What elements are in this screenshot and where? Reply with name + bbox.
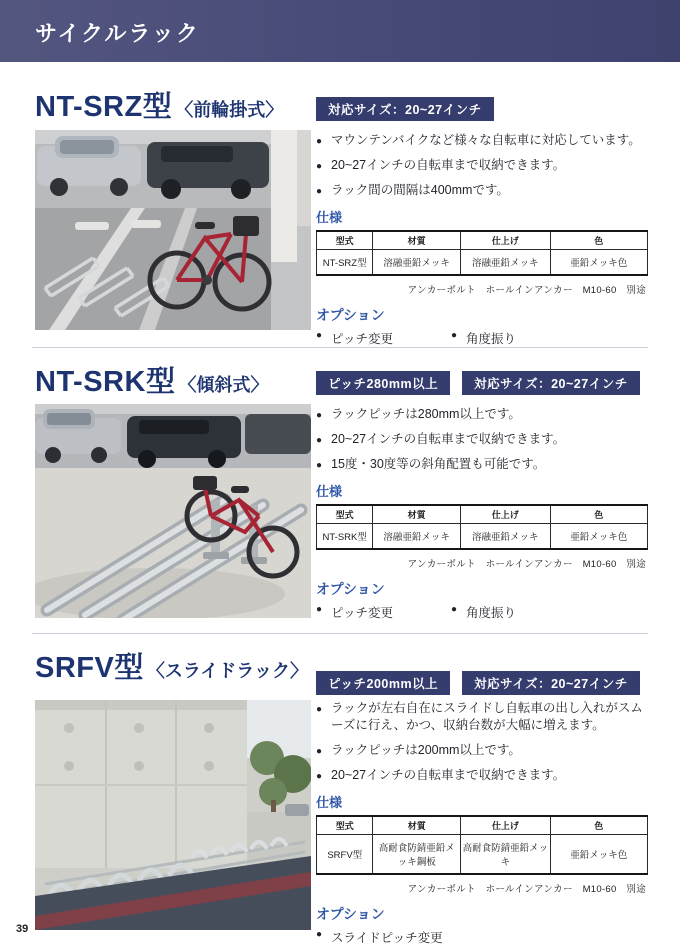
spec-header-color: 色 xyxy=(550,816,647,835)
spec-color-value: 亜鉛メッキ色 xyxy=(550,524,647,550)
building-pillar-shape xyxy=(271,130,297,262)
table-row xyxy=(317,250,648,276)
feature-item: ● 20~27インチの自転車まで収納できます。 xyxy=(316,431,648,448)
concrete-wall-shape xyxy=(35,700,247,868)
section1-product-photo xyxy=(35,130,311,330)
option-item: ● 角度振り xyxy=(451,329,516,347)
options-heading: オプション xyxy=(316,307,385,323)
section3-model-name: SRFV型 xyxy=(35,652,144,684)
section2-model-name: NT-SRK型 xyxy=(35,366,176,398)
option-item: ● 角度振り xyxy=(451,603,516,621)
section1-details xyxy=(316,132,648,347)
pitch-badge: ピッチ200mm以上 xyxy=(316,671,450,695)
spec-material-value: 溶融亜鉛メッキ xyxy=(373,250,461,276)
spec-header-model: 型式 xyxy=(317,505,373,524)
section2-options xyxy=(316,603,648,621)
section2-title xyxy=(35,359,268,400)
spec-model-value: NT-SRZ型 xyxy=(317,250,373,276)
options-heading: オプション xyxy=(316,906,385,922)
option-item: ● ピッチ変更 xyxy=(316,329,393,347)
section1-model-name: NT-SRZ型 xyxy=(35,91,173,123)
spec-color-value: 亜鉛メッキ色 xyxy=(550,250,647,276)
feature-item: ● ラックが左右自在にスライドし自転車の出し入れがスムーズに行え、かつ、収納台数が大幅に増えます。 xyxy=(316,700,648,734)
section-divider xyxy=(32,347,648,348)
section1-options xyxy=(316,329,648,347)
spec-header-finish: 仕上げ xyxy=(460,505,550,524)
section1-type-label: 〈前輪掛式〉 xyxy=(175,100,284,120)
section-divider xyxy=(32,633,648,634)
anchor-bolt-note: アンカーボルト ホールインアンカー M10-60 別途 xyxy=(407,285,646,296)
page-title: サイクルラック xyxy=(35,21,200,46)
section2-details xyxy=(316,406,648,621)
spec-header-finish: 仕上げ xyxy=(460,231,550,250)
page-header-bar xyxy=(0,0,680,62)
spec-header-material: 材質 xyxy=(373,816,461,835)
spec-heading: 仕様 xyxy=(316,484,343,499)
spec-heading: 仕様 xyxy=(316,210,343,225)
spec-header-model: 型式 xyxy=(317,231,373,250)
anchor-bolt-note: アンカーボルト ホールインアンカー M10-60 別途 xyxy=(407,884,646,895)
section3-title xyxy=(35,645,308,686)
option-item: ● ピッチ変更 xyxy=(316,603,393,621)
table-row xyxy=(317,524,648,550)
section2-product-photo xyxy=(35,404,311,618)
far-car-shape xyxy=(245,414,311,454)
table-row xyxy=(317,835,648,875)
feature-item: ● ラックピッチは200mm以上です。 xyxy=(316,742,648,759)
size-badge: 対応サイズ：20~27インチ xyxy=(462,371,640,395)
option-item: ● スライドピッチ変更 xyxy=(316,928,443,946)
spec-heading: 仕様 xyxy=(316,795,343,810)
section3-details xyxy=(316,700,648,946)
spec-header-color: 色 xyxy=(550,505,647,524)
spec-header-material: 材質 xyxy=(373,505,461,524)
feature-item: ● 15度・30度等の斜角配置も可能です。 xyxy=(316,456,648,473)
spec-finish-value: 高耐食防錆亜鉛メッキ xyxy=(461,835,551,875)
feature-item: ● マウンテンバイクなど様々な自転車に対応しています。 xyxy=(316,132,648,149)
spec-header-material: 材質 xyxy=(373,231,461,250)
options-heading: オプション xyxy=(316,581,385,597)
spec-table xyxy=(316,230,648,276)
spec-table xyxy=(316,504,648,550)
size-badge: 対応サイズ：20~27インチ xyxy=(316,97,494,121)
section1-title xyxy=(35,84,283,125)
size-badge: 対応サイズ：20~27インチ xyxy=(462,671,640,695)
feature-item: ● 20~27インチの自転車まで収納できます。 xyxy=(316,767,648,784)
spec-color-value: 亜鉛メッキ色 xyxy=(550,835,647,875)
spec-header-color: 色 xyxy=(550,231,647,250)
section2-badges xyxy=(316,371,640,395)
spec-model-value: SRFV型 xyxy=(317,835,373,875)
section3-options xyxy=(316,928,648,946)
feature-item: ● ラックピッチは280mm以上です。 xyxy=(316,406,648,423)
section3-badges xyxy=(316,671,640,695)
anchor-bolt-note: アンカーボルト ホールインアンカー M10-60 別途 xyxy=(407,559,646,570)
section3-feature-list xyxy=(316,700,648,784)
spec-finish-value: 溶融亜鉛メッキ xyxy=(460,524,550,550)
spec-material-value: 溶融亜鉛メッキ xyxy=(373,524,461,550)
section3-product-photo xyxy=(35,700,311,930)
section2-type-label: 〈傾斜式〉 xyxy=(178,375,269,395)
section2-feature-list xyxy=(316,406,648,473)
spec-model-value: NT-SRK型 xyxy=(317,524,373,550)
spec-material-value: 高耐食防錆亜鉛メッキ鋼板 xyxy=(373,835,461,875)
section1-badges xyxy=(316,97,494,121)
spec-header-finish: 仕上げ xyxy=(461,816,551,835)
spec-table xyxy=(316,815,648,875)
spec-finish-value: 溶融亜鉛メッキ xyxy=(460,250,550,276)
pitch-badge: ピッチ280mm以上 xyxy=(316,371,450,395)
feature-item: ● 20~27インチの自転車まで収納できます。 xyxy=(316,157,648,174)
feature-item: ● ラック間の間隔は400mmです。 xyxy=(316,182,648,199)
spec-header-model: 型式 xyxy=(317,816,373,835)
section3-type-label: 〈スライドラック〉 xyxy=(146,661,308,681)
section1-feature-list xyxy=(316,132,648,199)
page-number: 39 xyxy=(16,923,29,935)
